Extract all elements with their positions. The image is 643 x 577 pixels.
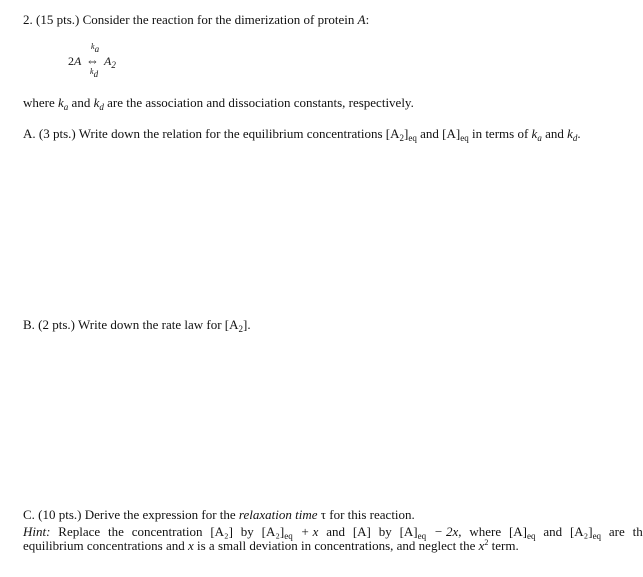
protein-symbol: A xyxy=(357,12,366,27)
reactant: 2A xyxy=(68,54,82,68)
hint-line-1: Hint: Replace the concentration [A₂] by $[A_2]_{eq}$ + x and [A] by $[A]_{eq}$ − 2x, where $[A]_{eq}$ and $[A_2]_{eq}$ are th xyxy=(23,524,643,541)
part-b-points: (2 pts.) xyxy=(38,317,76,332)
part-b-label: B. xyxy=(23,317,35,332)
relaxation-time-term: relaxation time xyxy=(238,507,318,522)
hint-line-2: equilibrium concentrations and x is a small deviation in concentrations, and neglect the $x^2$ term. xyxy=(23,538,519,554)
question-2-heading xyxy=(23,13,369,27)
where-line: where $k_a$ and $k_d$ are the association and dissociation constants, respectively. xyxy=(23,95,414,112)
dimerization-reaction xyxy=(68,42,138,78)
hint-label: Hint: xyxy=(23,524,51,539)
colon: : xyxy=(365,12,370,27)
part-a: A. (3 pts.) Write down the relation for the equilibrium concentrations $[A_2]_{eq}$ and $[A]_{eq}$ in terms of $k_a$ and $k_d$. xyxy=(23,126,581,143)
reverse-rate-constant: $k_d$ xyxy=(90,67,99,79)
part-b: B. (2 pts.) Write down the rate law for $[A_2]$. xyxy=(23,317,251,334)
question-points: (15 pts.) xyxy=(36,12,80,27)
forward-rate-constant: $k_a$ xyxy=(91,42,100,54)
question-text: Consider the reaction for the dimerization of protein xyxy=(82,12,355,27)
question-number: 2. xyxy=(23,12,33,27)
equilibrium-arrow-icon: ⇔ xyxy=(86,53,99,68)
part-c-points: (10 pts.) xyxy=(38,507,82,522)
hint xyxy=(23,525,643,554)
part-c-label: C. xyxy=(23,507,35,522)
part-c: C. (10 pts.) Derive the expression for the relaxation time τ for this reaction. xyxy=(23,507,415,522)
tau-symbol: τ xyxy=(320,507,326,522)
part-a-label: A. xyxy=(23,126,36,141)
product: $A_2$ xyxy=(104,54,116,70)
part-a-points: (3 pts.) xyxy=(38,126,76,141)
